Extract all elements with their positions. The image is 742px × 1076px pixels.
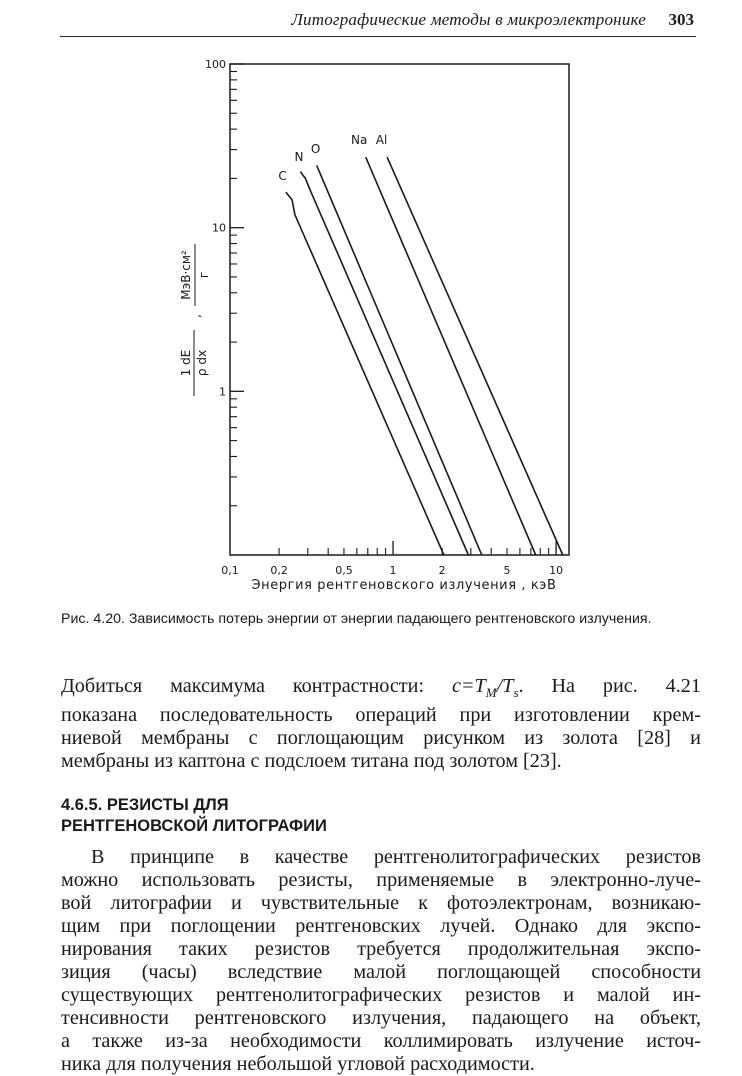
series-label-na: Na xyxy=(351,132,368,147)
energy-loss-chart xyxy=(0,40,742,605)
y-axis-label-fraction: 1 dE xyxy=(179,349,193,377)
x-tick-label: 0,1 xyxy=(221,564,239,577)
paragraph-line: щим при поглощении рентгеновских лучей. Однако для экспо- xyxy=(61,915,701,937)
y-tick-label: 1 xyxy=(219,385,226,399)
paragraph-line: можно использовать резисты, применяемые в электронно-луче- xyxy=(61,869,701,891)
y-axis-label-comma: , xyxy=(189,314,203,318)
page-number: 303 xyxy=(668,10,694,29)
y-axis-label-units: МэВ·см² xyxy=(179,250,193,300)
paragraph-line: показана последовательность операций при изготовлении крем- xyxy=(61,704,701,727)
paragraph-line: мембраны из каптона с подслоем титана под золотом [23]. xyxy=(61,750,562,773)
paragraph-line xyxy=(61,675,701,704)
x-tick-label: 10 xyxy=(549,564,564,577)
paragraph-line: вой литографии и чувствительные к фотоэлектронам, возникаю- xyxy=(61,892,701,914)
series-line-al xyxy=(387,157,563,555)
x-tick-label: 5 xyxy=(503,564,511,577)
section-heading-line2: РЕНТГЕНОВСКОЙ ЛИТОГРАФИИ xyxy=(61,817,327,835)
chart-labels xyxy=(278,133,387,183)
y-axis-label-fraction-lower: ρ dx xyxy=(195,349,209,377)
x-tick-label: 0,5 xyxy=(335,564,353,577)
paragraph-contrast xyxy=(61,675,701,773)
series-line-na xyxy=(366,157,536,555)
paragraph-line: нирования таких резистов требуется продолжительная экспо- xyxy=(61,938,701,960)
paragraph-line: зиция (часы) вследствие малой поглощающей способности xyxy=(61,961,701,983)
section-heading xyxy=(61,795,327,837)
x-tick-label: 0,2 xyxy=(270,564,288,577)
y-axis-label-units-lower: г xyxy=(197,271,211,279)
paragraph-line: существующих рентгенолитографических резистов и малой ин- xyxy=(61,984,701,1006)
x-axis-label: Энергия рентгеновского излучения , кэВ xyxy=(251,578,557,593)
x-tick-label: 1 xyxy=(389,564,397,577)
y-tick-label: 10 xyxy=(212,221,226,235)
paragraph-line: ника для получения небольшой угловой расходимости. xyxy=(61,1053,535,1075)
y-tick-label: 100 xyxy=(205,58,226,71)
x-tick-label: 2 xyxy=(438,564,446,577)
series-line-o xyxy=(317,165,482,555)
paragraph-line-post: . На рис. 4.21 xyxy=(518,675,701,697)
section-heading-line1: 4.6.5. РЕЗИСТЫ ДЛЯ xyxy=(61,796,229,814)
plot-frame xyxy=(230,64,569,555)
running-title: Литографические методы в микроэлектронике xyxy=(291,10,646,29)
series-line-c xyxy=(286,192,444,555)
chart-axes xyxy=(230,64,569,555)
paragraph-line: В принципе в качестве рентгенолитографических резистов xyxy=(91,846,701,868)
paragraph-line: а также из-за необходимости коллимировать излучение источ- xyxy=(61,1030,701,1052)
paragraph-line: ниевой мембраны с поглощающим рисунком из золота [28] и xyxy=(61,727,701,750)
formula-contrast: $c=T_M/T_s$ xyxy=(451,675,519,701)
series-line-n xyxy=(300,172,468,555)
running-header xyxy=(60,6,696,37)
series-label-al: Al xyxy=(375,132,388,147)
series-label-c: C xyxy=(278,169,287,184)
series-label-o: O xyxy=(310,142,321,157)
paragraph-resists xyxy=(61,846,701,1076)
chart-series xyxy=(286,157,563,555)
figure-caption: Рис. 4.20. Зависимость потерь энергии от энергии падающего рентгеновского излучения. xyxy=(61,611,652,627)
paragraph-line: тенсивности рентгеновского излучения, падающего на объект, xyxy=(61,1007,701,1029)
paragraph-line-pre: Добиться максимума контрастности: xyxy=(61,675,452,697)
series-label-n: N xyxy=(294,150,304,165)
